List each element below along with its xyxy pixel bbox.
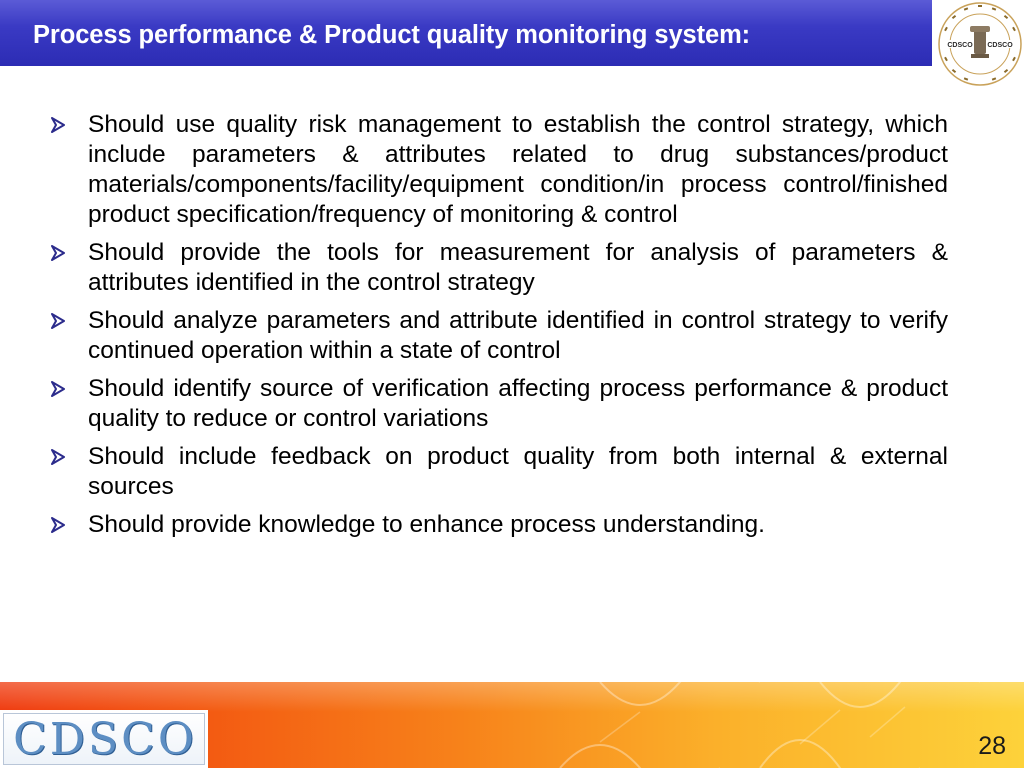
bullet-item (50, 238, 948, 298)
arrow-bullet-icon (50, 245, 66, 261)
cdsco-logo-text: CDSCO (13, 714, 197, 765)
page-number: 28 (978, 732, 1006, 760)
emblem-label-left: CDSCO (947, 42, 973, 49)
bullet-item (50, 110, 948, 230)
bullet-text: Should provide knowledge to enhance process understanding. (88, 511, 765, 538)
bullet-item (50, 374, 948, 434)
arrow-bullet-icon (50, 381, 66, 397)
bullet-text: Should use quality risk management to establish the control strategy, which include parameters & attributes related to drug substances/product materials/components/facility/equipment condition/in process control/finished product specification/frequency of monitoring & control (88, 111, 948, 228)
bullet-text: Should identify source of verification affecting process performance & product quality to reduce or control variations (88, 375, 948, 432)
bullet-text: Should include feedback on product quality from both internal & external sources (88, 443, 948, 500)
bullet-item (50, 510, 948, 540)
bullet-list (50, 110, 948, 548)
bullet-text: Should provide the tools for measurement for analysis of parameters & attributes identified in the control strategy (88, 239, 948, 296)
arrow-bullet-icon (50, 517, 66, 533)
cdsco-emblem-icon (934, 0, 1024, 88)
arrow-bullet-icon (50, 313, 66, 329)
bullet-text: Should analyze parameters and attribute identified in control strategy to verify continued operation within a state of control (88, 307, 948, 364)
emblem-label-right: CDSCO (987, 42, 1013, 49)
bullet-item (50, 442, 948, 502)
title-bar (0, 0, 932, 66)
arrow-bullet-icon (50, 449, 66, 465)
arrow-bullet-icon (50, 117, 66, 133)
slide-title: Process performance & Product quality monitoring system: (33, 21, 751, 49)
cdsco-logo-frame (3, 713, 205, 765)
bullet-item (50, 306, 948, 366)
cdsco-logo (0, 710, 208, 768)
